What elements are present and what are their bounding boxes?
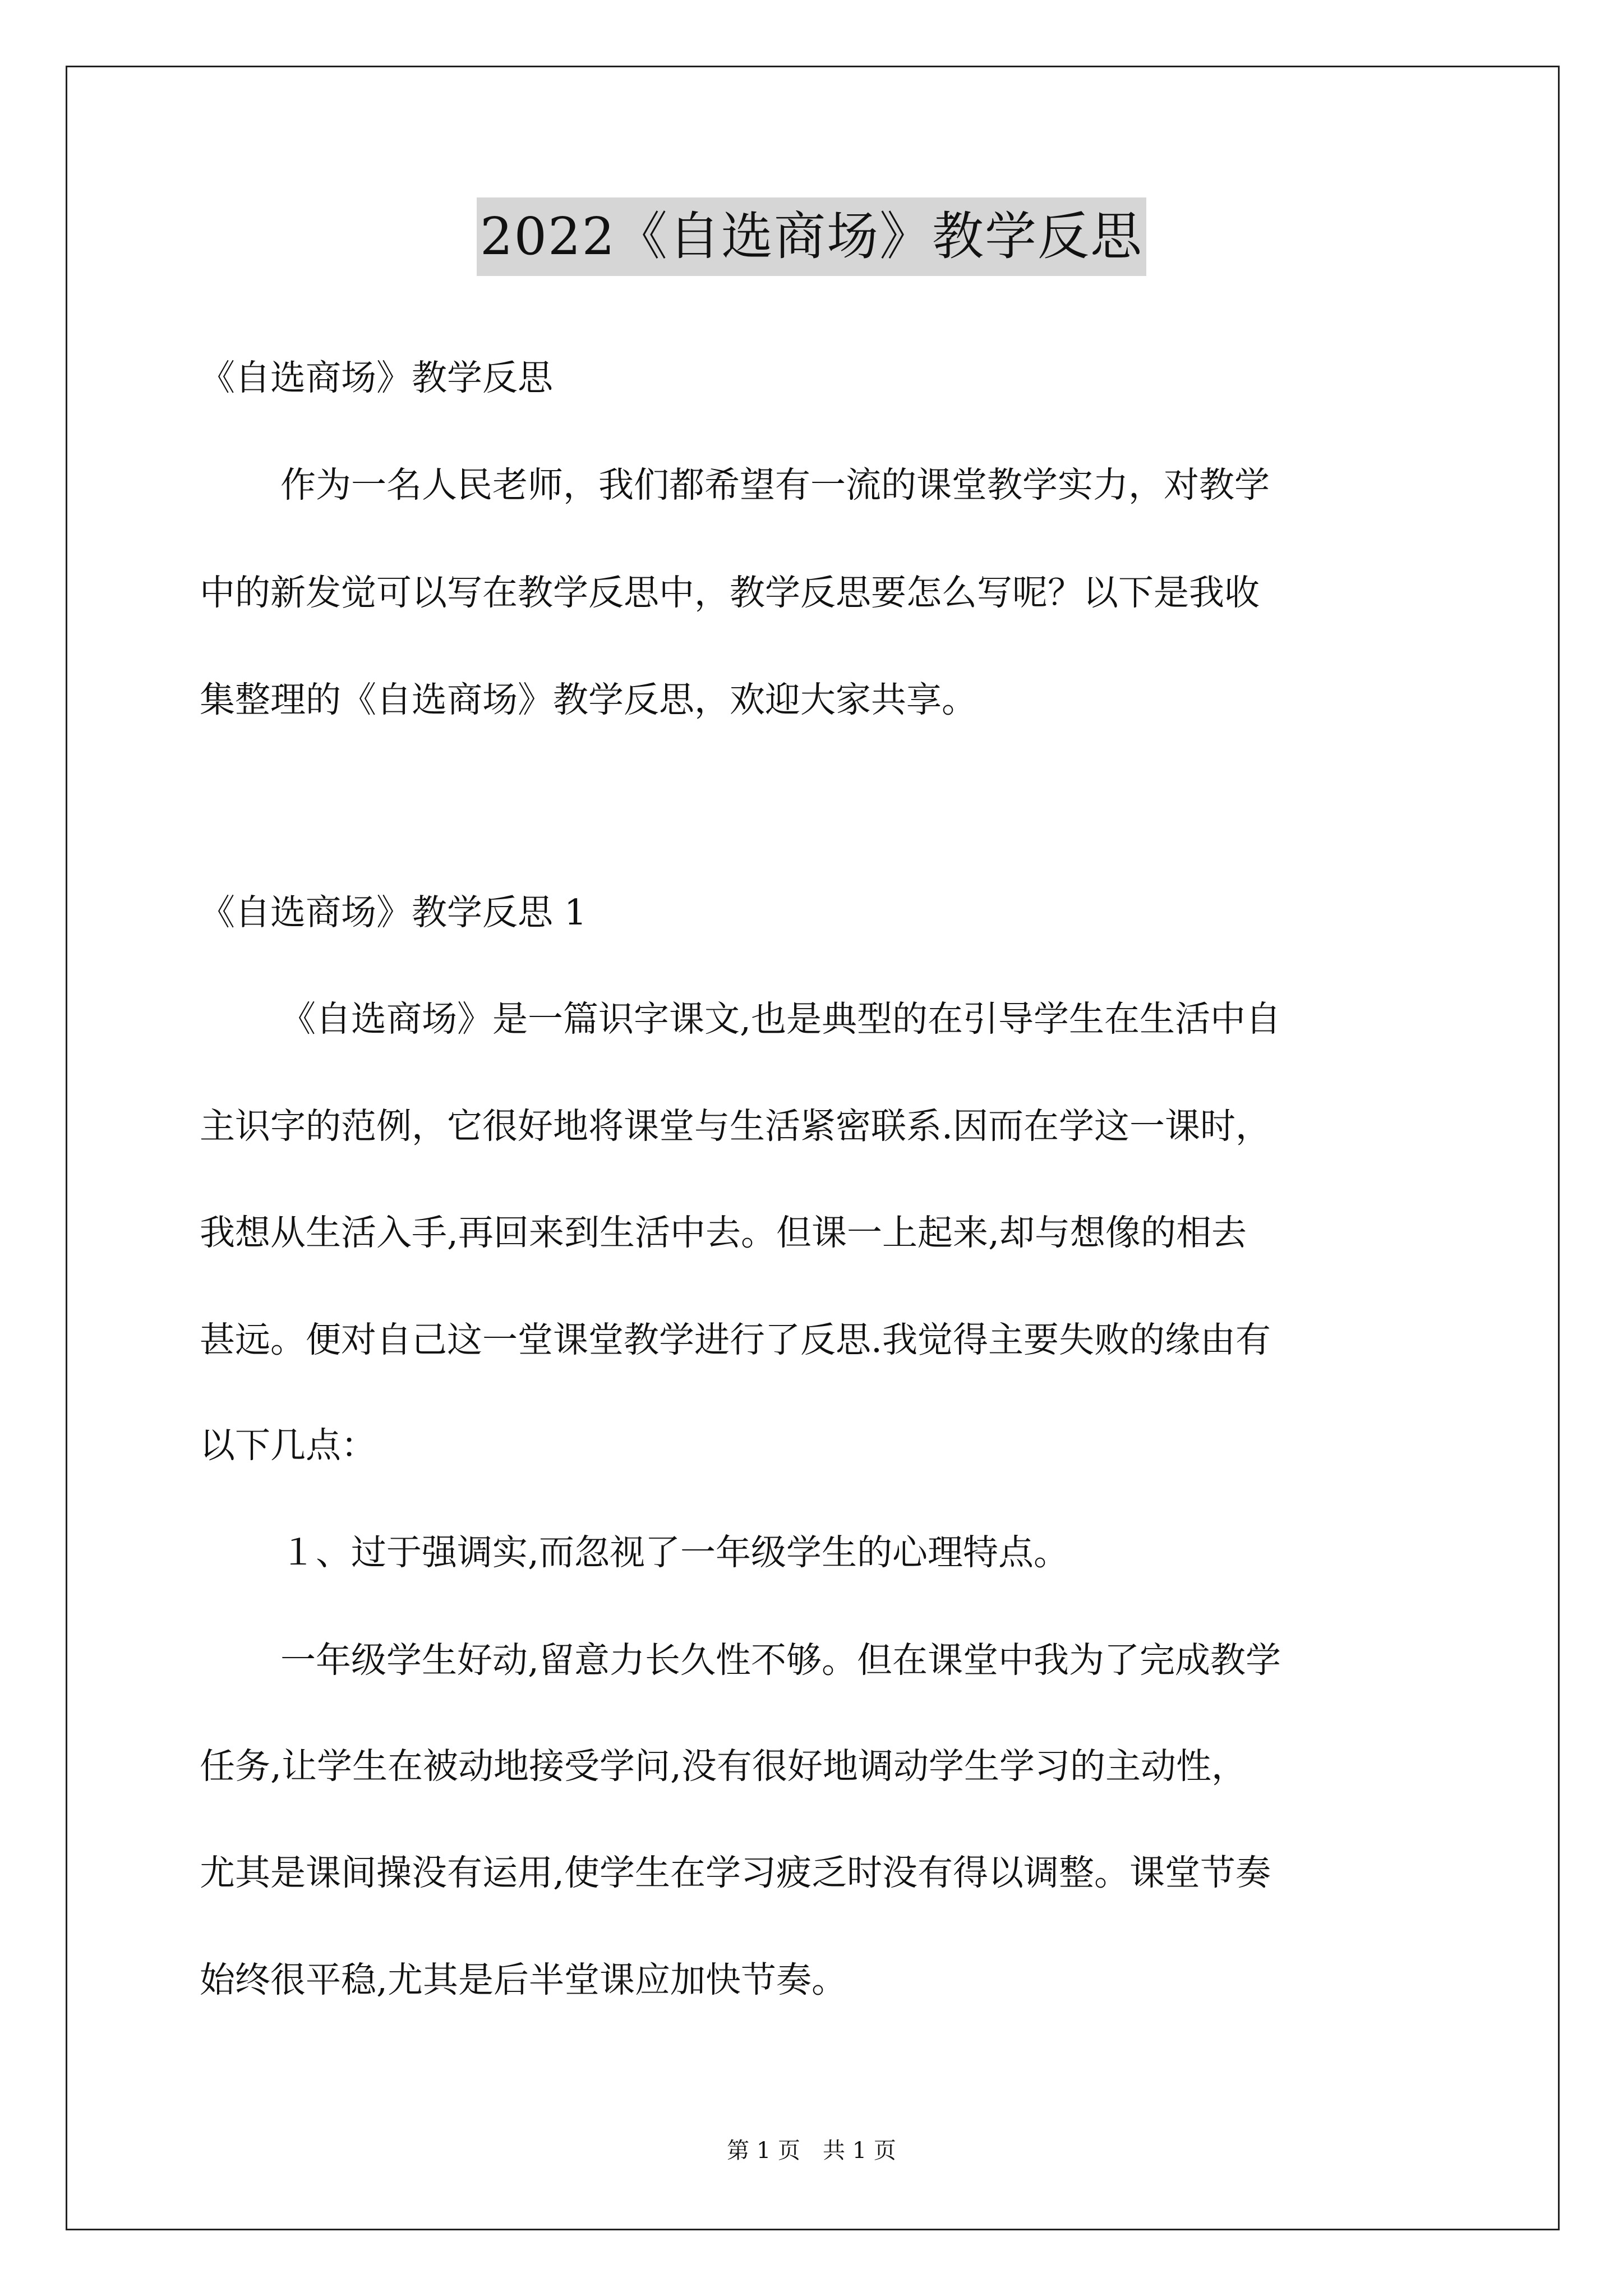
paragraph-line: 一年级学生好动,留意力长久性不够。但在课堂中我为了完成教学 bbox=[280, 1640, 1281, 1681]
paragraph-line: 任务,让学生在被动地接受学问,没有很好地调动学生学习的主动性， bbox=[200, 1746, 1247, 1787]
page-footer: 第 1 页 共 1 页 bbox=[727, 2138, 896, 2164]
paragraph-line: 尤其是课间操没有运用,使学生在学习疲乏时没有得以调整。课堂节奏 bbox=[200, 1852, 1271, 1893]
paragraph-line: 以下几点： bbox=[200, 1425, 376, 1466]
subtitle: 《自选商场》教学反思 bbox=[200, 357, 553, 398]
paragraph-line: 主识字的范例，它很好地将课堂与生活紧密联系.因而在学这一课时， bbox=[200, 1106, 1271, 1147]
intro-line-2: 中的新发觉可以写在教学反思中，教学反思要怎么写呢？以下是我收 bbox=[200, 572, 1260, 613]
paragraph-line: 《自选商场》是一篇识字课文,也是典型的在引导学生在生活中自 bbox=[280, 999, 1281, 1039]
section-heading: 《自选商场》教学反思 1 bbox=[200, 892, 587, 933]
document-title: 2022《自选商场》教学反思 bbox=[477, 197, 1146, 276]
intro-line-1: 作为一名人民老师，我们都希望有一流的课堂教学实力，对教学 bbox=[280, 464, 1270, 505]
paragraph-line: 甚远。便对自己这一堂课堂教学进行了反思.我觉得主要失败的缘由有 bbox=[200, 1319, 1271, 1360]
point-1: １、过于强调实,而忽视了一年级学生的心理特点。 bbox=[280, 1532, 1069, 1573]
paragraph-line: 始终很平稳,尤其是后半堂课应加快节奏。 bbox=[200, 1959, 847, 2000]
title-wrap bbox=[0, 197, 1623, 276]
paragraph-line: 我想从生活入手,再回来到生活中去。但课一上起来,却与想像的相去 bbox=[200, 1212, 1247, 1253]
intro-line-3: 集整理的《自选商场》教学反思，欢迎大家共享。 bbox=[200, 679, 977, 720]
